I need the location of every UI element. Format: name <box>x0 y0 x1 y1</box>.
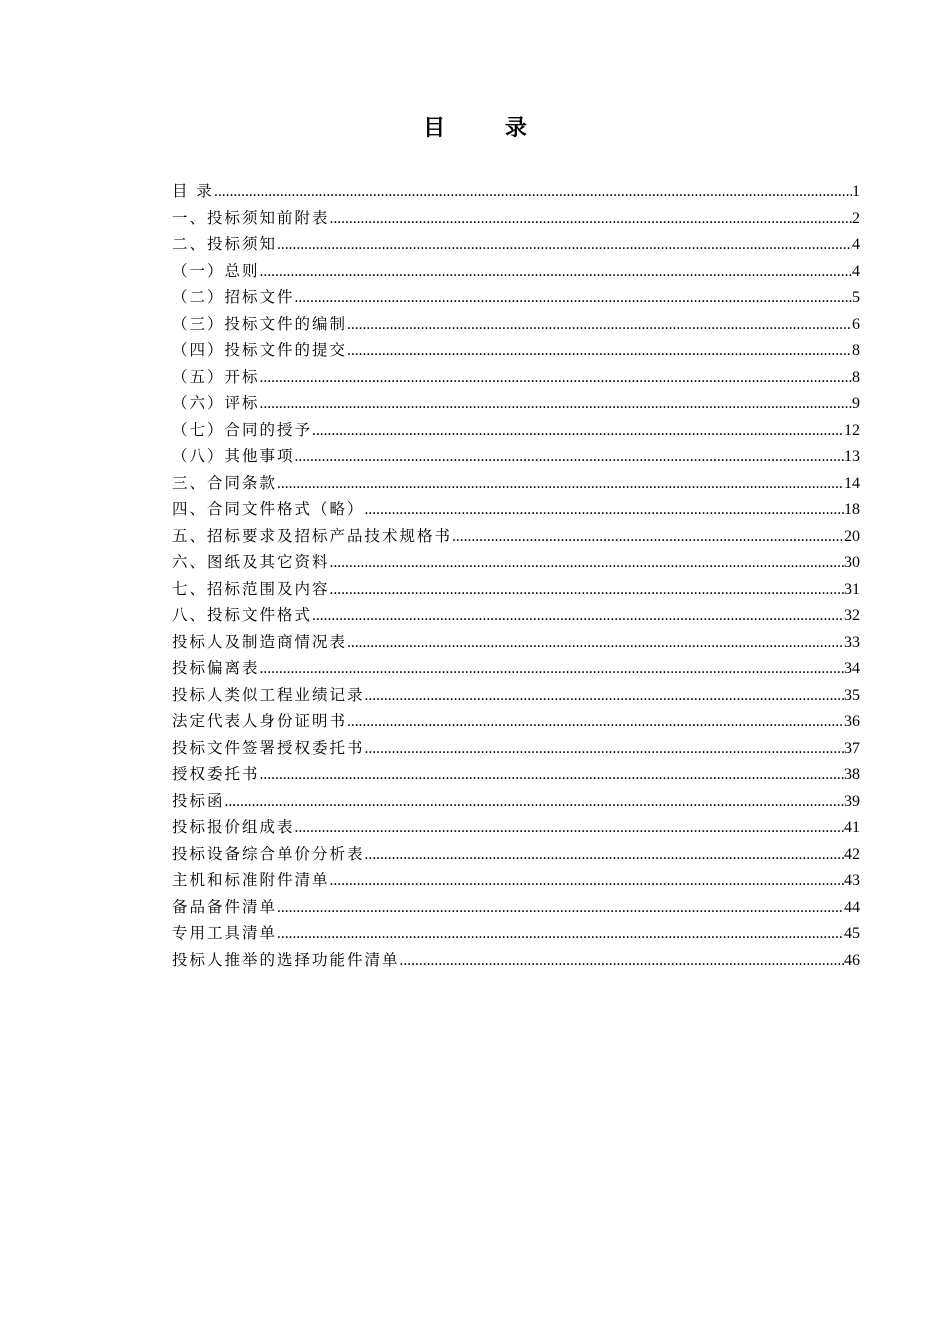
toc-dot-leader <box>347 312 852 339</box>
toc-dot-leader <box>365 683 844 710</box>
toc-page-number: 14 <box>844 474 860 492</box>
toc-page-number: 43 <box>844 872 860 889</box>
toc-entry[interactable] <box>172 576 860 603</box>
toc-entry[interactable] <box>172 761 860 788</box>
toc-entry[interactable] <box>172 788 860 815</box>
toc-page-number: 13 <box>844 448 860 465</box>
toc-entry-label: 三、合同条款 <box>172 473 278 492</box>
toc-entry-label: （四）投标文件的提交 <box>172 341 348 359</box>
toc-entry[interactable] <box>172 258 860 285</box>
toc-dot-leader <box>330 550 844 577</box>
toc-entry-label: 投标人推举的选择功能件清单 <box>172 950 400 969</box>
toc-dot-leader <box>312 603 844 630</box>
toc-entry[interactable] <box>172 337 860 364</box>
toc-entry[interactable] <box>172 735 860 762</box>
toc-page-number: 32 <box>844 607 860 624</box>
toc-page-number: 8 <box>852 342 860 359</box>
toc-dot-leader <box>330 577 844 604</box>
toc-page-number: 12 <box>844 421 860 439</box>
toc-page-number: 39 <box>844 792 860 810</box>
toc-dot-leader <box>400 948 844 975</box>
toc-entry[interactable] <box>172 470 860 497</box>
toc-entry[interactable] <box>172 841 860 868</box>
toc-dot-leader <box>295 444 844 471</box>
toc-entry[interactable] <box>172 629 860 656</box>
toc-entry-label: （七）合同的授予 <box>172 420 313 439</box>
toc-entry-label: （八）其他事项 <box>172 447 295 465</box>
toc-entry[interactable] <box>172 523 860 550</box>
toc-page-number: 30 <box>844 554 860 571</box>
toc-page-number: 9 <box>852 395 860 412</box>
toc-entry-label: （二）招标文件 <box>172 288 295 306</box>
toc-entry-label: （六）评标 <box>172 394 260 412</box>
toc-entry[interactable] <box>172 443 860 470</box>
toc-entry[interactable] <box>172 205 860 232</box>
toc-entry[interactable] <box>172 549 860 576</box>
toc-dot-leader <box>277 471 844 498</box>
toc-page-number: 37 <box>844 739 860 757</box>
toc-dot-leader <box>312 418 844 445</box>
toc-entry-label: 投标偏离表 <box>172 659 260 677</box>
toc-entry[interactable] <box>172 390 860 417</box>
toc-page-number: 20 <box>844 527 860 545</box>
toc-page-number: 36 <box>844 713 860 730</box>
toc-entry-label: 五、招标要求及招标产品技术规格书 <box>172 526 453 545</box>
page-title: 目 录 <box>423 115 553 141</box>
toc-entry-label: （三）投标文件的编制 <box>172 314 348 333</box>
toc-page-number: 35 <box>844 686 860 704</box>
toc-dot-leader <box>214 179 852 206</box>
toc-dot-leader <box>295 815 844 842</box>
toc-entry-label: 一、投标须知前附表 <box>172 208 330 227</box>
table-of-contents <box>172 178 860 973</box>
toc-entry-label: 二、投标须知 <box>172 235 278 253</box>
toc-page-number: 34 <box>844 660 860 677</box>
toc-dot-leader <box>260 259 852 286</box>
toc-dot-leader <box>260 365 852 392</box>
toc-entry[interactable] <box>172 602 860 629</box>
toc-entry-label: 投标人类似工程业绩记录 <box>172 685 365 704</box>
toc-entry[interactable] <box>172 867 860 894</box>
toc-page-number: 44 <box>844 898 860 916</box>
toc-entry-label: 法定代表人身份证明书 <box>172 712 348 730</box>
toc-dot-leader <box>277 232 852 259</box>
toc-entry[interactable] <box>172 364 860 391</box>
toc-entry-label: 四、合同文件格式（略） <box>172 500 365 518</box>
toc-page-number: 38 <box>844 766 860 783</box>
toc-entry-label: 投标报价组成表 <box>172 818 295 836</box>
toc-entry[interactable] <box>172 947 860 974</box>
toc-page-number: 2 <box>852 209 860 227</box>
toc-dot-leader <box>260 762 844 789</box>
toc-entry-label: 投标文件签署授权委托书 <box>172 738 365 757</box>
toc-entry-label: 六、图纸及其它资料 <box>172 553 330 571</box>
toc-entry-label: （一）总则 <box>172 261 260 280</box>
toc-entry-label: 投标函 <box>172 791 225 810</box>
toc-dot-leader <box>347 338 852 365</box>
toc-entry-label: （五）开标 <box>172 367 260 386</box>
toc-page-number: 31 <box>844 580 860 598</box>
toc-entry[interactable] <box>172 655 860 682</box>
toc-page-number: 42 <box>844 845 860 863</box>
toc-dot-leader <box>277 921 844 948</box>
toc-entry[interactable] <box>172 814 860 841</box>
toc-dot-leader <box>330 206 852 233</box>
toc-dot-leader <box>347 709 844 736</box>
toc-dot-leader <box>365 497 844 524</box>
toc-dot-leader <box>347 630 844 657</box>
toc-page-number: 33 <box>844 633 860 651</box>
toc-page-number: 46 <box>844 951 860 969</box>
toc-page-number: 41 <box>844 819 860 836</box>
toc-page-number: 4 <box>852 236 860 253</box>
toc-entry[interactable] <box>172 894 860 921</box>
toc-dot-leader <box>330 868 844 895</box>
toc-entry[interactable] <box>172 708 860 735</box>
toc-entry[interactable] <box>172 284 860 311</box>
toc-page-number: 1 <box>852 183 860 200</box>
toc-page-number: 18 <box>844 501 860 518</box>
toc-dot-leader <box>260 391 852 418</box>
toc-entry-label: 专用工具清单 <box>172 924 278 942</box>
toc-entry[interactable] <box>172 682 860 709</box>
toc-dot-leader <box>277 895 844 922</box>
toc-entry-label: 七、招标范围及内容 <box>172 579 330 598</box>
toc-entry-label: 授权委托书 <box>172 765 260 783</box>
toc-entry-label: 备品备件清单 <box>172 897 278 916</box>
toc-entry-label: 主机和标准附件清单 <box>172 871 330 889</box>
toc-entry-label: 目 录 <box>172 182 214 200</box>
toc-dot-leader <box>452 524 844 551</box>
toc-entry[interactable] <box>172 231 860 258</box>
toc-entry[interactable] <box>172 417 860 444</box>
toc-dot-leader <box>365 736 844 763</box>
toc-dot-leader <box>365 842 844 869</box>
toc-dot-leader <box>225 789 844 816</box>
toc-entry[interactable] <box>172 920 860 947</box>
toc-entry[interactable] <box>172 496 860 523</box>
toc-page-number: 45 <box>844 925 860 942</box>
toc-page-number: 6 <box>852 315 860 333</box>
toc-entry-label: 投标人及制造商情况表 <box>172 632 348 651</box>
toc-entry-label: 八、投标文件格式 <box>172 606 313 624</box>
toc-page-number: 8 <box>852 368 860 386</box>
toc-dot-leader <box>260 656 844 683</box>
toc-page-number: 5 <box>852 289 860 306</box>
toc-dot-leader <box>295 285 852 312</box>
toc-entry[interactable] <box>172 178 860 205</box>
toc-entry[interactable] <box>172 311 860 338</box>
toc-page-number: 4 <box>852 262 860 280</box>
toc-entry-label: 投标设备综合单价分析表 <box>172 844 365 863</box>
